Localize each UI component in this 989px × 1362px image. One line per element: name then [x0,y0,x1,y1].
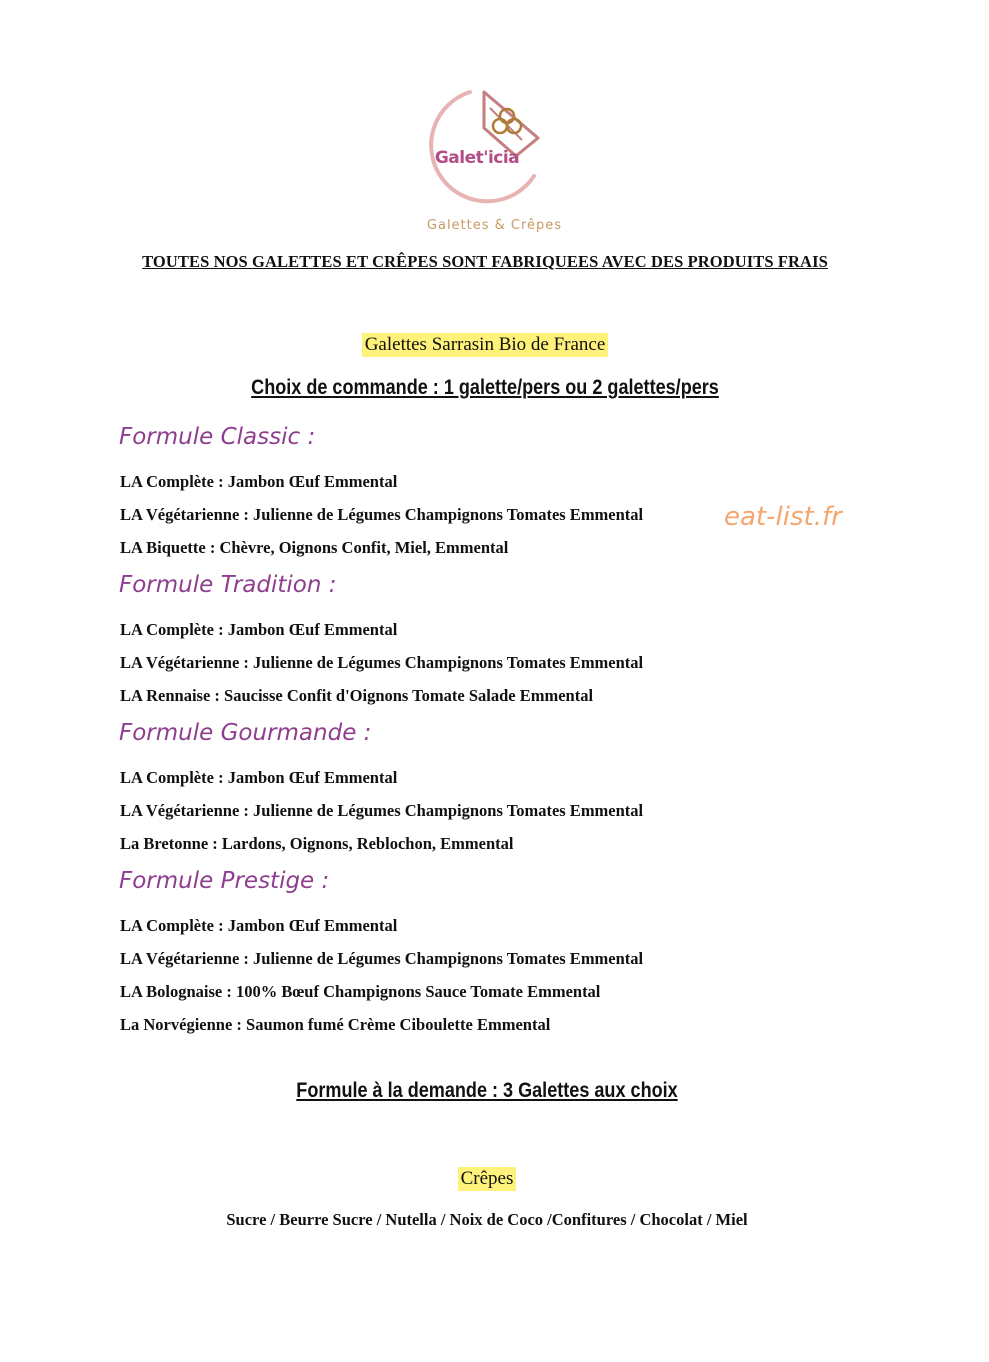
menu-item: LA Végétarienne : Julienne de Légumes Champignons Tomates Emmental [120,505,644,524]
galettes-title: Galettes Sarrasin Bio de France [362,333,609,357]
menu-item: LA Biquette : Chèvre, Oignons Confit, Miel, Emmental [120,538,509,557]
formula-classic-title: Formule Classic : [119,424,316,450]
formula-gourmande-title: Formule Gourmande : [119,720,372,746]
menu-item: La Bretonne : Lardons, Oignons, Reblochon, Emmental [120,834,514,853]
galettes-section-header [0,333,970,357]
menu-item: La Norvégienne : Saumon fumé Crème Ciboulette Emmental [120,1015,551,1034]
menu-item: LA Végétarienne : Julienne de Légumes Champignons Tomates Emmental [120,653,644,672]
demand-formula-heading: Formule à la demande : 3 Galettes aux choix [296,1079,678,1102]
logo-tagline: Galettes & Crêpes [426,218,563,233]
menu-item: LA Complète : Jambon Œuf Emmental [120,472,398,491]
formula-tradition-title: Formule Tradition : [119,572,337,598]
logo-wordmark: Galet'icia [434,148,520,168]
menu-item: LA Végétarienne : Julienne de Légumes Champignons Tomates Emmental [120,949,644,968]
watermark: eat-list.fr [724,502,842,532]
galeticia-logo [412,84,542,212]
formula-prestige-title: Formule Prestige : [119,868,330,894]
menu-item: LA Rennaise : Saucisse Confit d'Oignons Tomate Salade Emmental [120,686,594,705]
menu-item: LA Complète : Jambon Œuf Emmental [120,620,398,639]
menu-item: LA Bolognaise : 100% Bœuf Champignons Sauce Tomate Emmental [120,982,601,1001]
menu-item: LA Complète : Jambon Œuf Emmental [120,768,398,787]
order-choice-heading: Choix de commande : 1 galette/pers ou 2 galettes/pers [251,376,719,399]
menu-item: LA Complète : Jambon Œuf Emmental [120,916,398,935]
crepes-title: Crêpes [458,1167,517,1191]
page-headline: TOUTES NOS GALETTES ET CRÊPES SONT FABRIQUEES AVEC DES PRODUITS FRAIS [142,252,828,271]
crepes-list: Sucre / Beurre Sucre / Nutella / Noix de Coco /Confitures / Chocolat / Miel [226,1210,748,1229]
menu-item: LA Végétarienne : Julienne de Légumes Champignons Tomates Emmental [120,801,644,820]
crepes-section-header [0,1167,974,1191]
